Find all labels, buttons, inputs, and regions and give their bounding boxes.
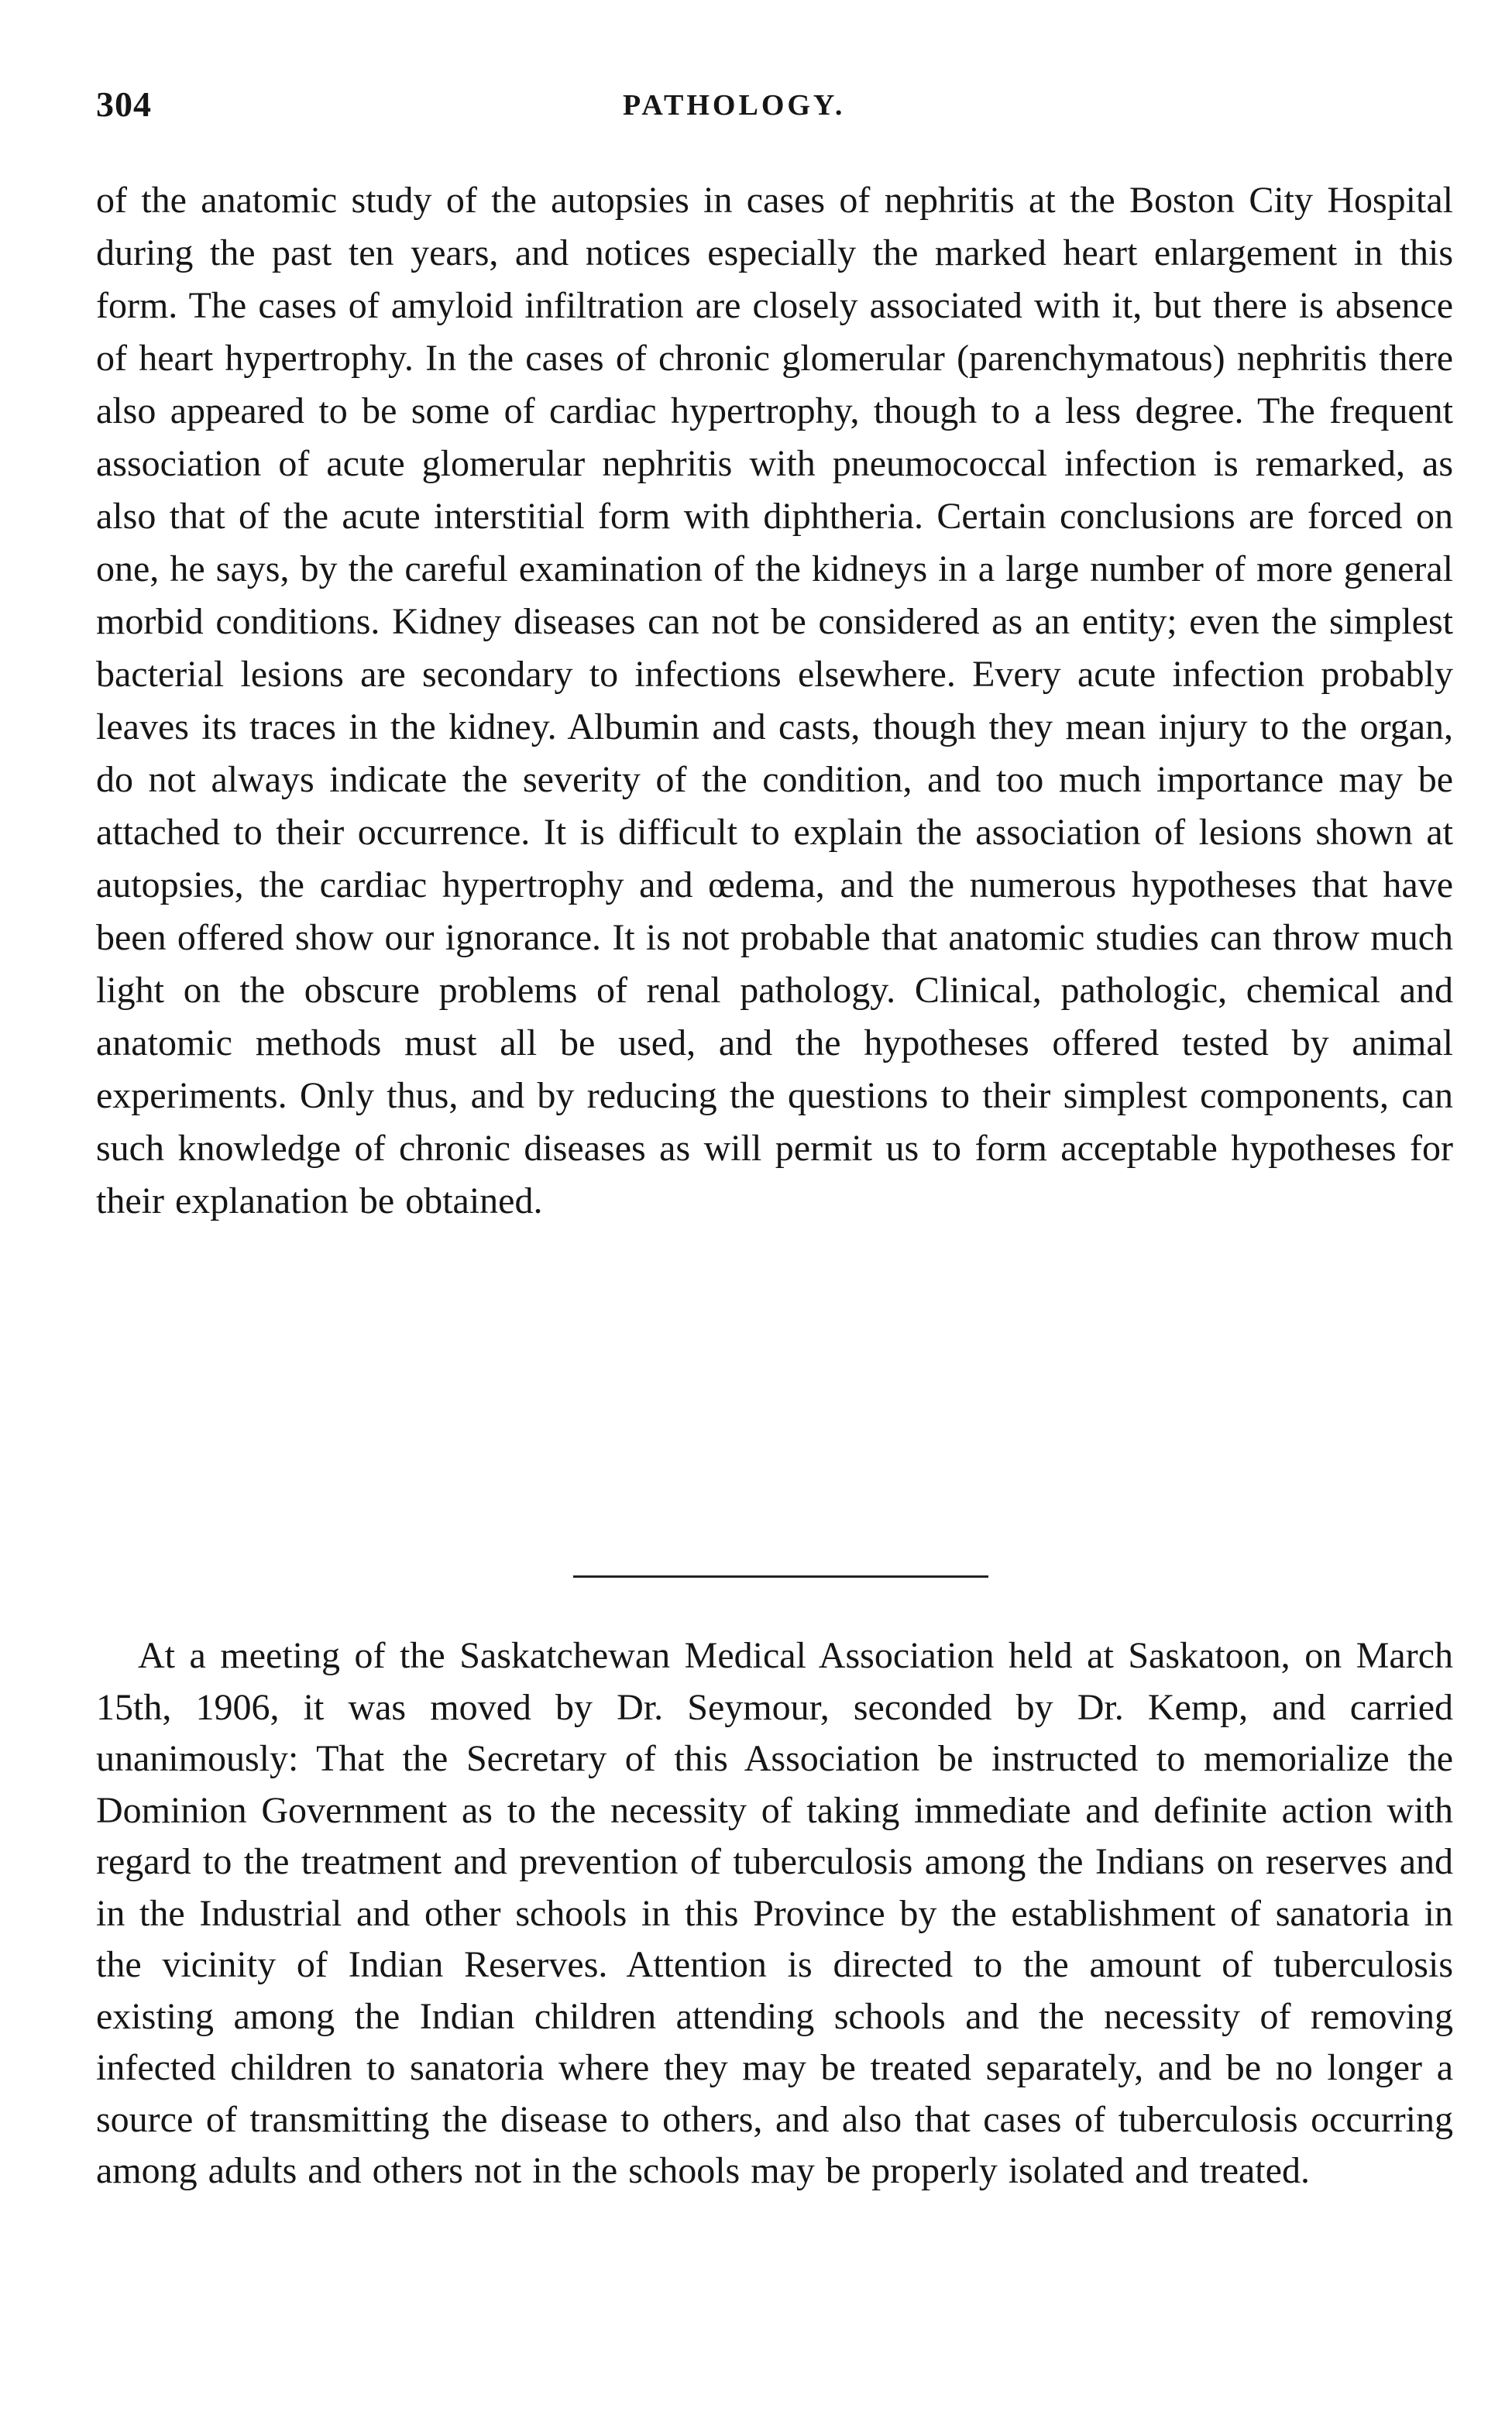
page-number: 304 bbox=[96, 84, 152, 124]
paragraph-nephritis-study: of the anatomic study of the autopsies in cases of nephritis at the Boston City Hospital during the past ten years, and notices especially the marked heart enlargement in this form. The cases of amyloid infiltration are closely associated with it, but there is absence of heart hypertrophy. In the cases of chronic glomerular (parenchymatous) nephritis there also appeared to be some of cardiac hypertrophy, though to a less degree. The frequent association of acute glomerular nephritis with pneumococcal infection is remarked, as also that of the acute interstitial form with diphtheria. Certain conclusions are forced on one, he says, by the careful examination of the kidneys in a large number of more general morbid conditions. Kidney diseases can not be considered as an entity; even the simplest bacterial lesions are secondary to infections elsewhere. Every acute infection probably leaves its traces in the kidney. Albumin and casts, though they mean injury to the organ, do not always indicate the severity of the condition, and too much importance may be attached to their occurrence. It is difficult to explain the association of lesions shown at autopsies, the cardiac hypertrophy and œdema, and the numerous hypotheses that have been offered show our ignorance. It is not probable that anatomic studies can throw much light on the obscure problems of renal pathology. Clinical, pathologic, chemical and anatomic methods must all be used, and the hypotheses offered tested by animal experiments. Only thus, and by reducing the questions to their simplest components, can such knowledge of chronic diseases as will permit us to form acceptable hypotheses for their explanation be obtained. bbox=[96, 180, 1453, 1221]
section-divider-rule bbox=[573, 1575, 988, 1578]
paragraph-saskatchewan-resolution: At a meeting of the Saskatchewan Medical Association held at Saskatoon, on March 15th, 1906, it was moved by Dr. Seymour, seconded by Dr. Kemp, and carried unanimously: That the Secretary of this Association be instructed to memorialize the Dominion Government as to the necessity of taking immediate and definite action with regard to the treatment and prevention of tuberculosis among the Indians on reserves and in the Industrial and other schools in this Province by the establishment of sanatoria in the vicinity of Indian Reserves. Attention is directed to the amount of tuberculosis existing among the Indian children attending schools and the necessity of removing infected children to sanatoria where they may be treated separately, and be no longer a source of transmitting the disease to others, and also that cases of tuberculosis occurring among adults and others not in the schools may be properly isolated and treated. bbox=[96, 1635, 1453, 2191]
page-header bbox=[96, 84, 1428, 146]
running-head: PATHOLOGY. bbox=[623, 89, 846, 122]
